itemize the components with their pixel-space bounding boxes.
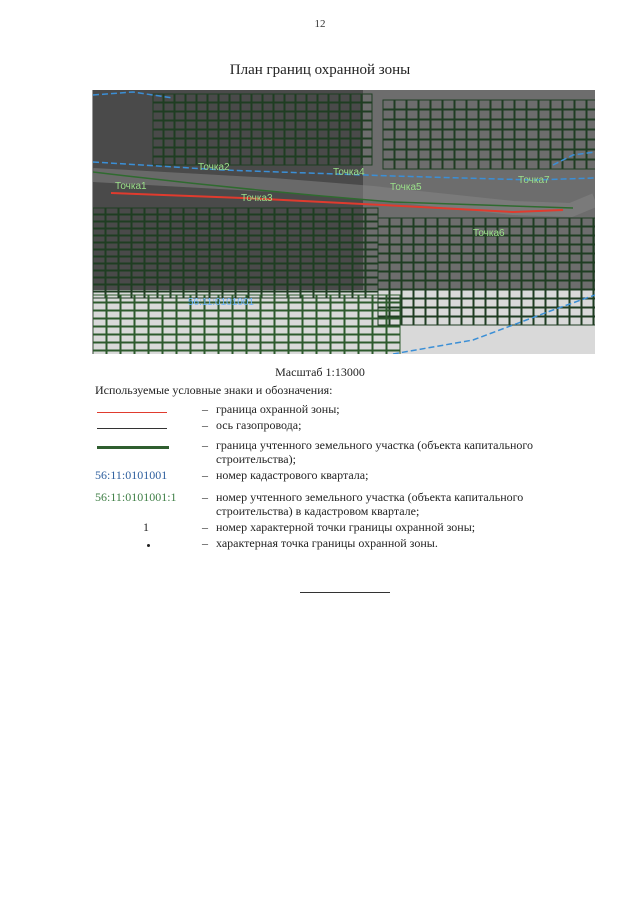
legend-text: граница охранной зоны; (216, 402, 340, 416)
point-label-1: Точка1 (115, 181, 147, 192)
red-line-symbol (97, 412, 167, 413)
point-label-2: Точка2 (198, 162, 230, 173)
protection-zone-map (92, 90, 595, 354)
page-number: 12 (314, 18, 326, 30)
legend-text: номер учтенного земельного участка (объекта капитального строительства) в кадастровом квартале; (216, 490, 524, 518)
legend-dash: – (202, 536, 208, 550)
legend-text: номер кадастрового квартала; (216, 468, 369, 482)
black-line-symbol (97, 428, 167, 429)
legend-text: граница учтенного земельного участка (объекта капитального строительства); (216, 438, 534, 466)
point-label-3: Точка3 (241, 193, 273, 204)
map-scale: Масштаб 1:13000 (275, 365, 365, 379)
legend-text: номер характерной точки границы охранной зоны; (216, 520, 476, 534)
legend-dash: – (202, 520, 208, 534)
parcel-code-symbol: 56:11:0101001:1 (95, 490, 177, 504)
point-label-7: Точка7 (518, 175, 550, 186)
legend-dash: – (202, 418, 208, 432)
legend-header: Используемые условные знаки и обозначения: (95, 383, 333, 397)
quarter-number-label: 56:11:0101001 (188, 297, 254, 308)
legend-text: ось газопровода; (216, 418, 302, 432)
map-canvas (93, 90, 595, 354)
legend-text: характерная точка границы охранной зоны. (216, 536, 438, 550)
legend-dash: – (202, 402, 208, 416)
legend-dash: – (202, 468, 208, 482)
quarter-code-symbol: 56:11:0101001 (95, 468, 168, 482)
end-rule (300, 592, 390, 593)
point-number-symbol: 1 (143, 520, 149, 534)
point-dot-symbol (147, 544, 150, 547)
point-label-5: Точка5 (390, 182, 422, 193)
legend-dash: – (202, 490, 208, 504)
legend-dash: – (202, 438, 208, 452)
green-line-symbol (97, 446, 169, 449)
point-label-6: Точка6 (473, 228, 505, 239)
point-label-4: Точка4 (333, 167, 365, 178)
page-title: План границ охранной зоны (229, 62, 411, 78)
